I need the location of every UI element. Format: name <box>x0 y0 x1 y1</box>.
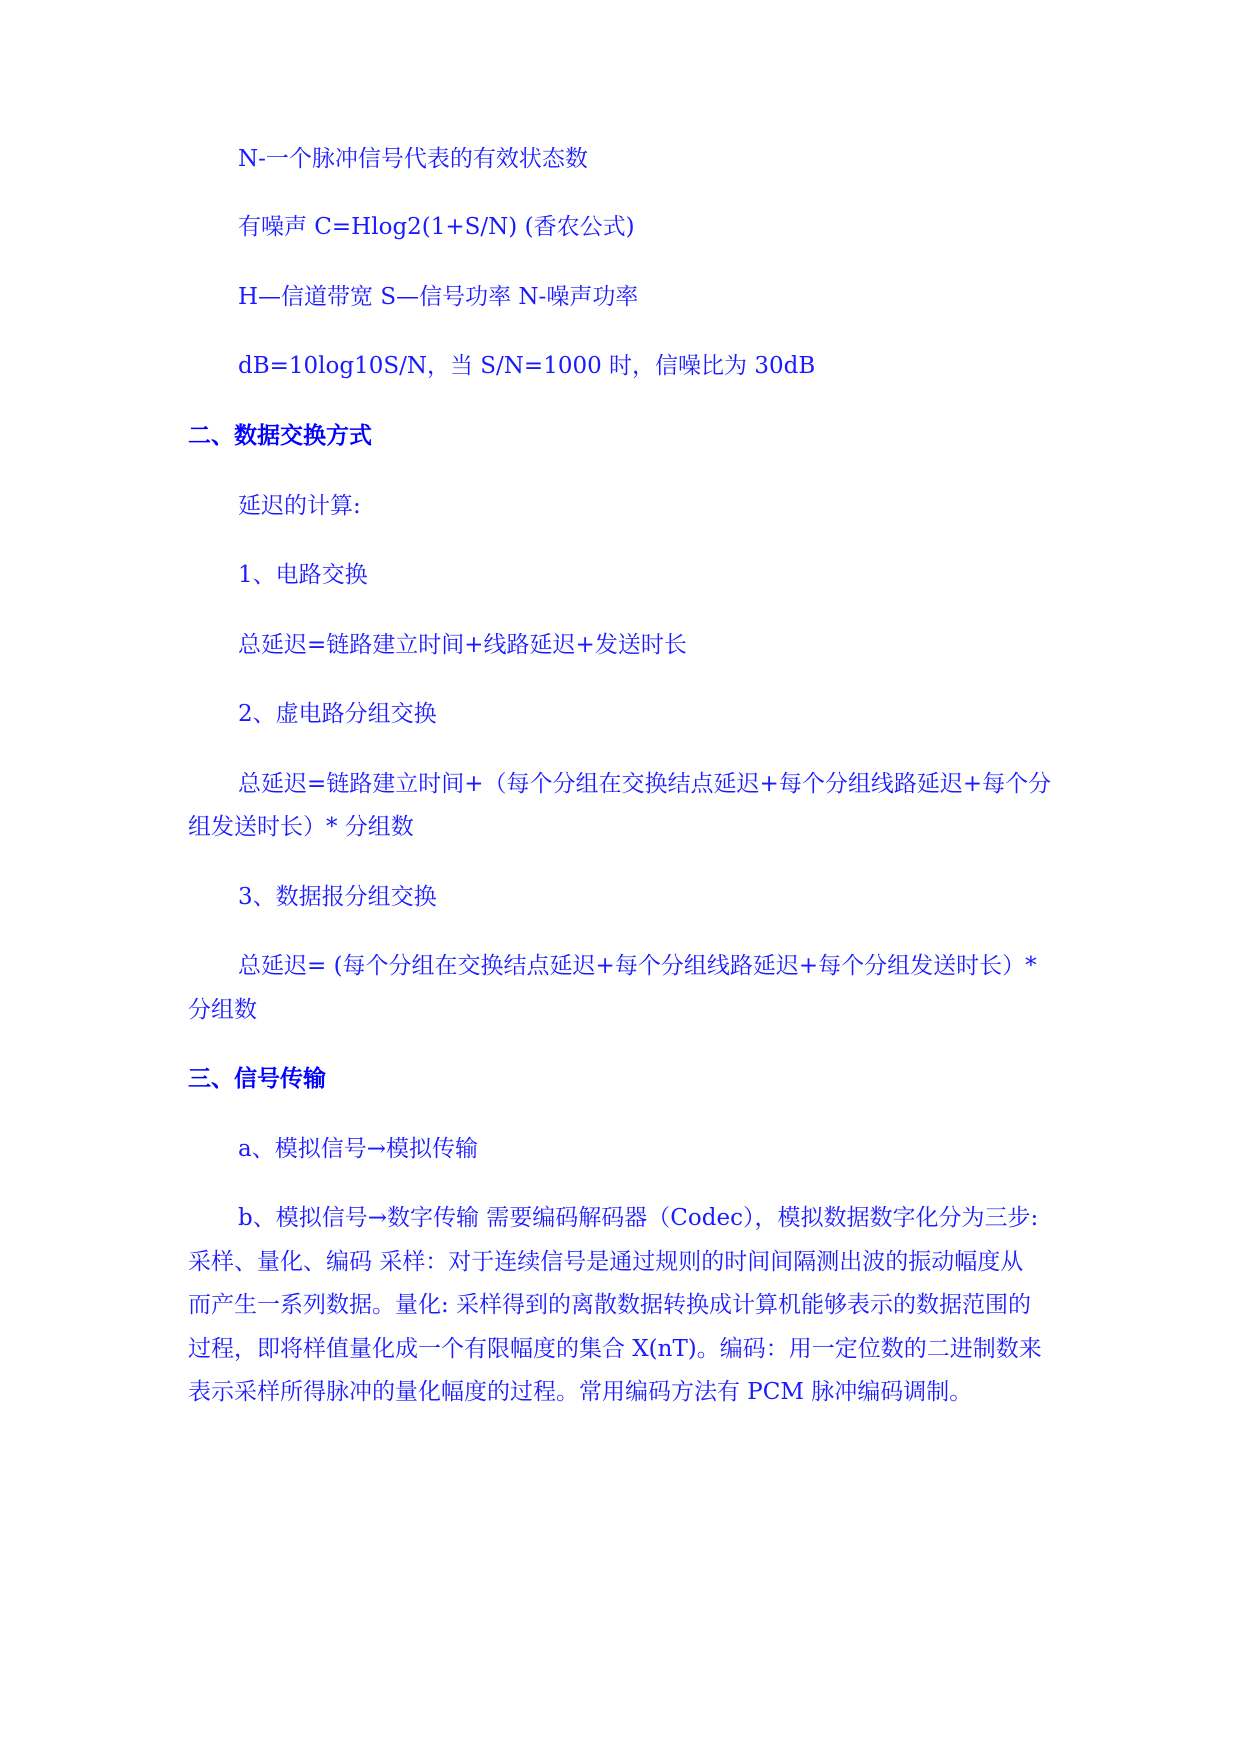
circuit-switching-title: 1、电路交换 <box>238 562 368 588</box>
analog-to-digital-line3: 而产生一系列数据。量化: 采样得到的离散数据转换成计算机能够表示的数据范围的 <box>188 1292 1032 1318</box>
virtual-circuit-formula-line1: 总延迟=链路建立时间+（每个分组在交换结点延迟+每个分组线路延迟+每个分 <box>238 771 1052 797</box>
analog-to-digital-line4: 过程，即将样值量化成一个有限幅度的集合 X(nT)。编码：用一定位数的二进制数来 <box>188 1336 1042 1362</box>
n-definition-line: N-一个脉冲信号代表的有效状态数 <box>238 146 588 172</box>
section3-heading: 三、信号传输 <box>188 1065 326 1092</box>
db-definition-line: dB=10log10S/N，当 S/N=1000 时，信噪比为 30dB <box>238 353 816 379</box>
circuit-switching-formula: 总延迟=链路建立时间+线路延迟+发送时长 <box>238 632 687 658</box>
delay-calc-title: 延迟的计算: <box>238 493 361 519</box>
analog-to-analog-item: a、模拟信号→模拟传输 <box>238 1136 478 1162</box>
analog-to-digital-line5: 表示采样所得脉冲的量化幅度的过程。常用编码方法有 PCM 脉冲编码调制。 <box>188 1379 973 1405</box>
datagram-title: 3、数据报分组交换 <box>238 884 437 910</box>
analog-to-digital-line2: 采样、量化、编码 采样：对于连续信号是通过规则的时间间隔测出波的振动幅度从 <box>188 1249 1024 1275</box>
h-definition-line: H—信道带宽 S—信号功率 N-噪声功率 <box>238 284 639 310</box>
shannon-formula-line: 有噪声 C=Hlog2(1+S/N) (香农公式) <box>238 214 635 240</box>
virtual-circuit-title: 2、虚电路分组交换 <box>238 701 437 727</box>
virtual-circuit-formula-line2: 组发送时长）* 分组数 <box>188 814 414 840</box>
datagram-formula-line2: 分组数 <box>188 997 257 1023</box>
analog-to-digital-line1: b、模拟信号→数字传输 需要编码解码器（Codec），模拟数据数字化分为三步: <box>238 1205 1039 1231</box>
datagram-formula-line1: 总延迟= (每个分组在交换结点延迟+每个分组线路延迟+每个分组发送时长）* <box>238 953 1037 979</box>
section2-heading: 二、数据交换方式 <box>188 422 372 449</box>
